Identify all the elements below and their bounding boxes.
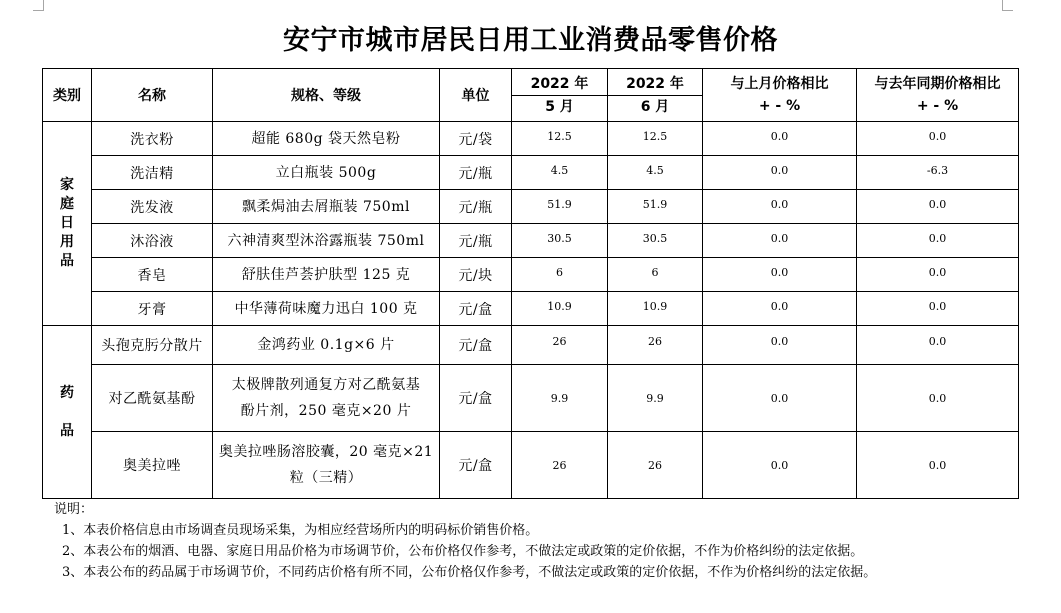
table-row: [43, 224, 1019, 258]
price-may: 51.9: [512, 190, 608, 224]
item-name: 香皂: [92, 258, 213, 292]
change-yoy: 0.0: [857, 224, 1019, 258]
page-corner-mark-right: [1002, 0, 1013, 11]
price-jun: 10.9: [608, 292, 703, 326]
notes-section: [54, 499, 877, 583]
note-item: 1、本表价格信息由市场调查员现场采集，为相应经营场所内的明码标价销售价格。: [62, 523, 539, 538]
header-jun: [608, 69, 703, 122]
header-row: [43, 69, 1019, 122]
item-unit: 元/袋: [440, 122, 512, 156]
notes-heading: 说明：: [54, 502, 94, 517]
header-may-month: 5 月: [512, 95, 607, 118]
item-spec: 金鸿药业 0.1g×6 片: [213, 326, 440, 365]
item-spec: 六神清爽型沐浴露瓶装 750ml: [213, 224, 440, 258]
table-row: [43, 292, 1019, 326]
table-row: [43, 190, 1019, 224]
price-jun: 30.5: [608, 224, 703, 258]
table-row: [43, 365, 1019, 432]
item-name: 奥美拉唑: [92, 432, 213, 499]
item-unit: 元/块: [440, 258, 512, 292]
item-unit: 元/瓶: [440, 224, 512, 258]
item-spec: 舒肤佳芦荟护肤型 125 克: [213, 258, 440, 292]
item-spec-line1: 太极牌散列通复方对乙酰氨基: [231, 377, 421, 393]
price-jun: 4.5: [608, 156, 703, 190]
change-mom: 0.0: [703, 432, 857, 499]
item-unit: 元/盒: [440, 432, 512, 499]
price-jun: 9.9: [608, 365, 703, 432]
page-corner-mark-left: [33, 0, 44, 11]
price-may: 12.5: [512, 122, 608, 156]
item-spec: 超能 680g 袋天然皂粉: [213, 122, 440, 156]
item-name: 头孢克肟分散片: [92, 326, 213, 365]
item-spec: [213, 432, 440, 499]
price-jun: 6: [608, 258, 703, 292]
header-jun-year: 2022 年: [626, 75, 684, 92]
price-may: 6: [512, 258, 608, 292]
item-name: 洗洁精: [92, 156, 213, 190]
change-yoy: 0.0: [857, 190, 1019, 224]
item-spec-line2: 酚片剂，250 毫克×20 片: [240, 403, 412, 419]
change-mom: 0.0: [703, 326, 857, 365]
note-item: 2、本表公布的烟酒、电器、家庭日用品价格为市场调节价，公布价格仅作参考，不做法定或政策的定价依据，不作为价格纠纷的法定依据。: [62, 544, 864, 559]
header-yoy: [857, 69, 1019, 122]
change-mom: 0.0: [703, 258, 857, 292]
header-mom: [703, 69, 857, 122]
item-unit: 元/瓶: [440, 190, 512, 224]
category-household: 家 庭 日 用 品: [43, 122, 92, 326]
price-jun: 51.9: [608, 190, 703, 224]
page-title: 安宁市城市居民日用工业消费品零售价格: [283, 25, 778, 56]
header-name: 名称: [92, 69, 213, 122]
item-spec-line2: 粒（三精）: [289, 470, 363, 486]
item-name: 沐浴液: [92, 224, 213, 258]
change-yoy: 0.0: [857, 122, 1019, 156]
change-mom: 0.0: [703, 224, 857, 258]
table-row: [43, 258, 1019, 292]
price-jun: 12.5: [608, 122, 703, 156]
item-spec: 立白瓶装 500g: [213, 156, 440, 190]
change-mom: 0.0: [703, 365, 857, 432]
table-row: [43, 122, 1019, 156]
change-yoy: 0.0: [857, 292, 1019, 326]
item-name: 牙膏: [92, 292, 213, 326]
price-may: 10.9: [512, 292, 608, 326]
header-yoy-line1: 与去年同期价格相比: [874, 76, 1001, 92]
header-mom-line1: 与上月价格相比: [730, 76, 829, 92]
header-spec: 规格、等级: [213, 69, 440, 122]
change-yoy: 0.0: [857, 432, 1019, 499]
change-yoy: 0.0: [857, 258, 1019, 292]
header-may-year: 2022 年: [530, 75, 589, 92]
change-mom: 0.0: [703, 156, 857, 190]
price-may: 9.9: [512, 365, 608, 432]
price-table: [42, 68, 1019, 499]
item-name: 对乙酰氨基酚: [92, 365, 213, 432]
item-unit: 元/瓶: [440, 156, 512, 190]
item-spec: 中华薄荷味魔力迅白 100 克: [213, 292, 440, 326]
table-row: [43, 326, 1019, 365]
item-name: 洗衣粉: [92, 122, 213, 156]
header-may: [512, 69, 608, 122]
price-may: 26: [512, 432, 608, 499]
change-yoy: -6.3: [857, 156, 1019, 190]
item-spec: 飘柔焗油去屑瓶装 750ml: [213, 190, 440, 224]
header-unit: 单位: [440, 69, 512, 122]
header-jun-month: 6 月: [608, 95, 702, 118]
table-row: [43, 432, 1019, 499]
price-may: 30.5: [512, 224, 608, 258]
change-mom: 0.0: [703, 292, 857, 326]
change-mom: 0.0: [703, 190, 857, 224]
header-yoy-line2: + - %: [916, 98, 959, 114]
item-spec-line1: 奥美拉唑肠溶胶囊，20 毫克×21: [218, 444, 434, 460]
note-item: 3、本表公布的药品属于市场调节价，不同药店价格有所不同，公布价格仅作参考，不做法定或政策的定价依据，不作为价格纠纷的法定依据。: [62, 565, 877, 580]
item-spec: [213, 365, 440, 432]
item-name: 洗发液: [92, 190, 213, 224]
change-yoy: 0.0: [857, 365, 1019, 432]
price-may: 26: [512, 326, 608, 365]
price-may: 4.5: [512, 156, 608, 190]
item-unit: 元/盒: [440, 365, 512, 432]
category-medicine: 药 品: [43, 326, 92, 499]
item-unit: 元/盒: [440, 292, 512, 326]
header-category: 类别: [43, 69, 92, 122]
change-mom: 0.0: [703, 122, 857, 156]
header-mom-line2: + - %: [758, 98, 801, 114]
change-yoy: 0.0: [857, 326, 1019, 365]
table-row: [43, 156, 1019, 190]
item-unit: 元/盒: [440, 326, 512, 365]
price-jun: 26: [608, 326, 703, 365]
price-jun: 26: [608, 432, 703, 499]
